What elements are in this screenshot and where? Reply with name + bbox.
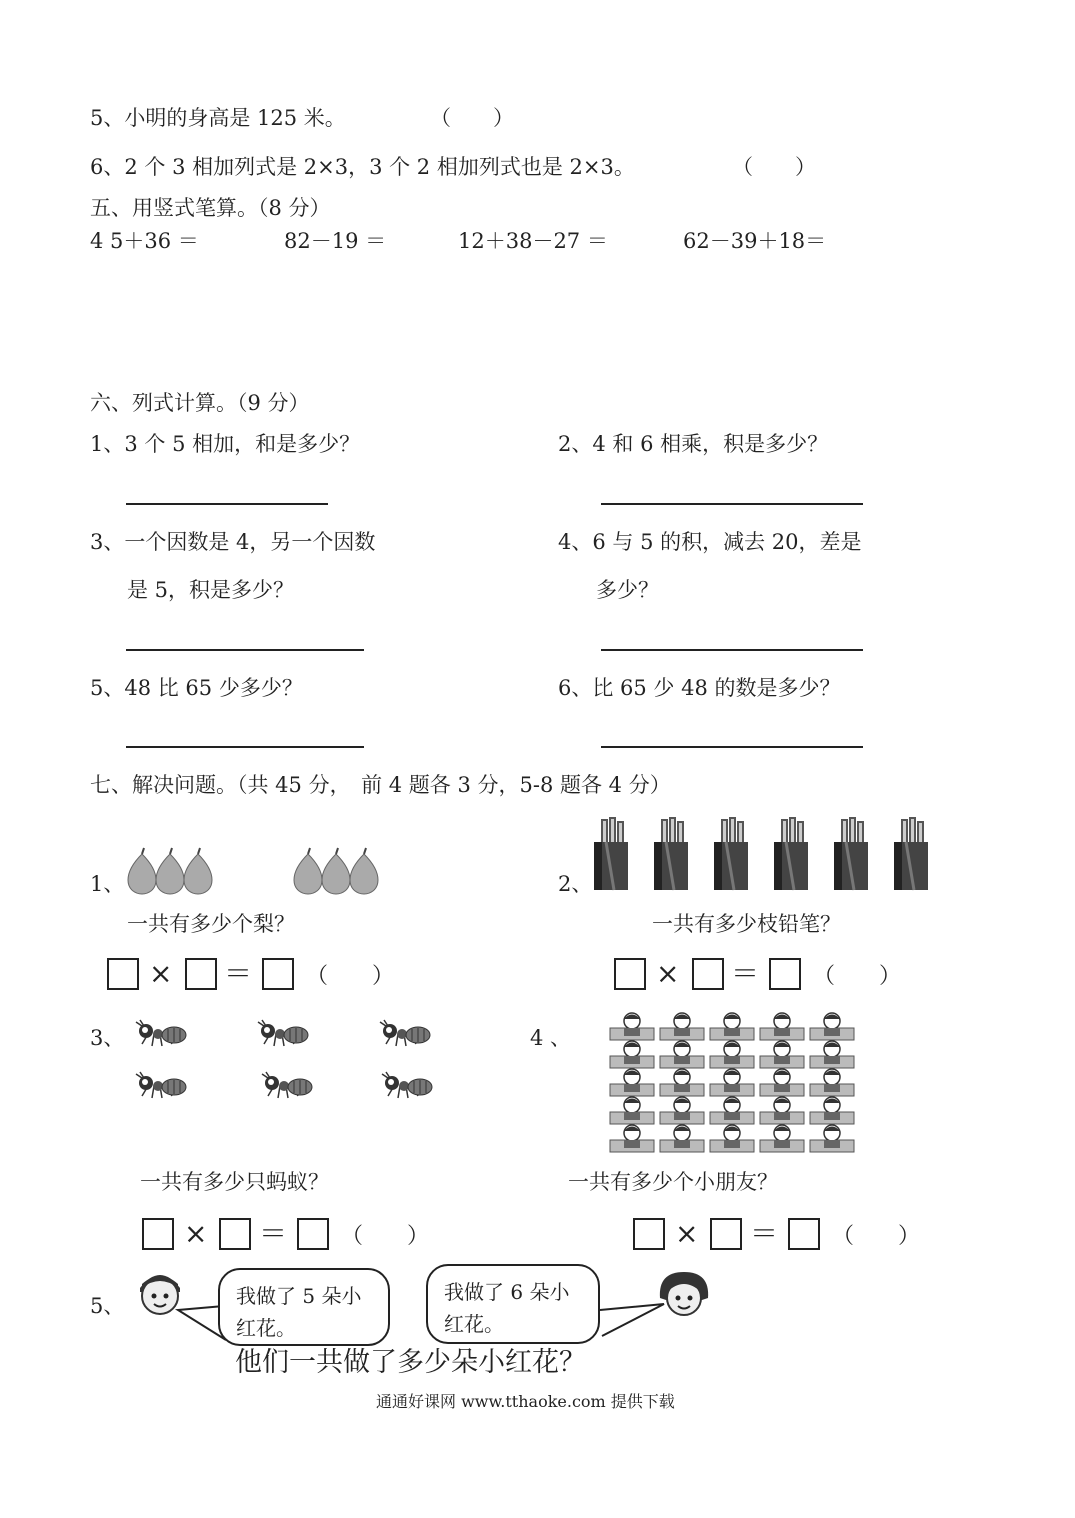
p2-equals-sign: ＝: [731, 957, 760, 990]
answer-line-q5[interactable]: [126, 746, 364, 748]
footer-source: 通通好课网 www.tthaoke.com 提供下载: [376, 1392, 675, 1411]
list-calc-q5: 5、48 比 65 少多少？: [90, 676, 303, 700]
section-7-title: 七、解决问题。（共 45 分， 前 4 题各 3 分，5-8 题各 4 分）: [90, 773, 671, 797]
p1-unit-paren[interactable]: （ ）: [306, 964, 395, 989]
answer-line-q3[interactable]: [126, 649, 364, 651]
judge-q6: 6、2 个 3 相加列式是 2×3，3 个 2 相加列式也是 2×3。: [90, 155, 635, 179]
list-calc-q3-line2: 是 5，积是多少？: [127, 578, 295, 602]
problem-5-question: 他们一共做了多少朵小红花？: [235, 1347, 586, 1378]
list-calc-q4-line1: 4、6 与 5 的积，减去 20，差是: [558, 530, 862, 554]
judge-q5-paren[interactable]: （ ）: [430, 106, 514, 130]
right-bubble-tail: [596, 1296, 668, 1340]
answer-line-q1[interactable]: [126, 503, 328, 505]
p4-factor-box-2[interactable]: [710, 1218, 742, 1250]
p4-factor-box-1[interactable]: [633, 1218, 665, 1250]
p3-times-sign: ×: [184, 1217, 208, 1250]
section-6-title: 六、列式计算。（9 分）: [90, 391, 310, 415]
p4-equals-sign: ＝: [750, 1217, 779, 1250]
answer-line-q4[interactable]: [601, 649, 863, 651]
children-at-desks-image: [608, 1008, 860, 1152]
problem-4-number: 4 、: [530, 1026, 572, 1050]
problem-2-number: 2、: [558, 872, 593, 896]
list-calc-q6: 6、比 65 少 48 的数是多少？: [558, 676, 841, 700]
ants-image: [126, 1016, 446, 1106]
list-calc-q2: 2、4 和 6 相乘，积是多少？: [558, 432, 829, 456]
problem-3-question: 一共有多少只蚂蚁？: [140, 1170, 329, 1194]
problem-1-question: 一共有多少个梨？: [127, 912, 295, 936]
problem-3-number: 3、: [90, 1026, 125, 1050]
problem-2-question: 一共有多少枝铅笔？: [652, 912, 841, 936]
list-calc-q3-line1: 3、一个因数是 4，另一个因数: [90, 530, 376, 554]
right-speech-bubble: 我做了 6 朵小红花。: [426, 1264, 600, 1344]
p1-factor-box-2[interactable]: [185, 958, 217, 990]
p3-factor-box-1[interactable]: [142, 1218, 174, 1250]
calc-item-4: 62－39＋18＝: [683, 229, 827, 253]
problem-5-number: 5、: [90, 1294, 125, 1318]
p3-equals-sign: ＝: [259, 1217, 288, 1250]
left-speech-bubble: 我做了 5 朵小红花。: [218, 1268, 390, 1346]
p1-equals-sign: ＝: [224, 957, 253, 990]
judge-q6-paren[interactable]: （ ）: [732, 155, 816, 179]
p2-factor-box-1[interactable]: [614, 958, 646, 990]
p1-factor-box-1[interactable]: [107, 958, 139, 990]
p2-times-sign: ×: [656, 957, 680, 990]
p2-factor-box-2[interactable]: [692, 958, 724, 990]
calc-item-3: 12＋38－27 ＝: [458, 229, 608, 253]
problem-4-question: 一共有多少个小朋友？: [568, 1170, 778, 1194]
list-calc-q4-line2: 多少？: [596, 578, 659, 602]
answer-line-q6[interactable]: [601, 746, 863, 748]
calc-item-1: 4 5＋36 ＝: [90, 229, 199, 253]
problem-1-number: 1、: [90, 872, 125, 896]
judge-q5: 5、小明的身高是 125 米。: [90, 106, 346, 130]
p4-unit-paren[interactable]: （ ）: [832, 1224, 921, 1249]
p1-times-sign: ×: [149, 957, 173, 990]
section-5-title: 五、用竖式笔算。（8 分）: [90, 196, 331, 220]
p4-times-sign: ×: [675, 1217, 699, 1250]
p1-product-box[interactable]: [262, 958, 294, 990]
pear-group-right-image: [290, 848, 390, 894]
p4-product-box[interactable]: [788, 1218, 820, 1250]
p2-unit-paren[interactable]: （ ）: [813, 964, 902, 989]
answer-line-q2[interactable]: [601, 503, 863, 505]
list-calc-q1: 1、3 个 5 相加，和是多少？: [90, 432, 361, 456]
pear-group-left-image: [124, 848, 224, 894]
p3-unit-paren[interactable]: （ ）: [341, 1224, 430, 1249]
p3-factor-box-2[interactable]: [219, 1218, 251, 1250]
pencil-cups-image: [594, 818, 934, 892]
p3-product-box[interactable]: [297, 1218, 329, 1250]
calc-item-2: 82－19 ＝: [284, 229, 387, 253]
p2-product-box[interactable]: [769, 958, 801, 990]
